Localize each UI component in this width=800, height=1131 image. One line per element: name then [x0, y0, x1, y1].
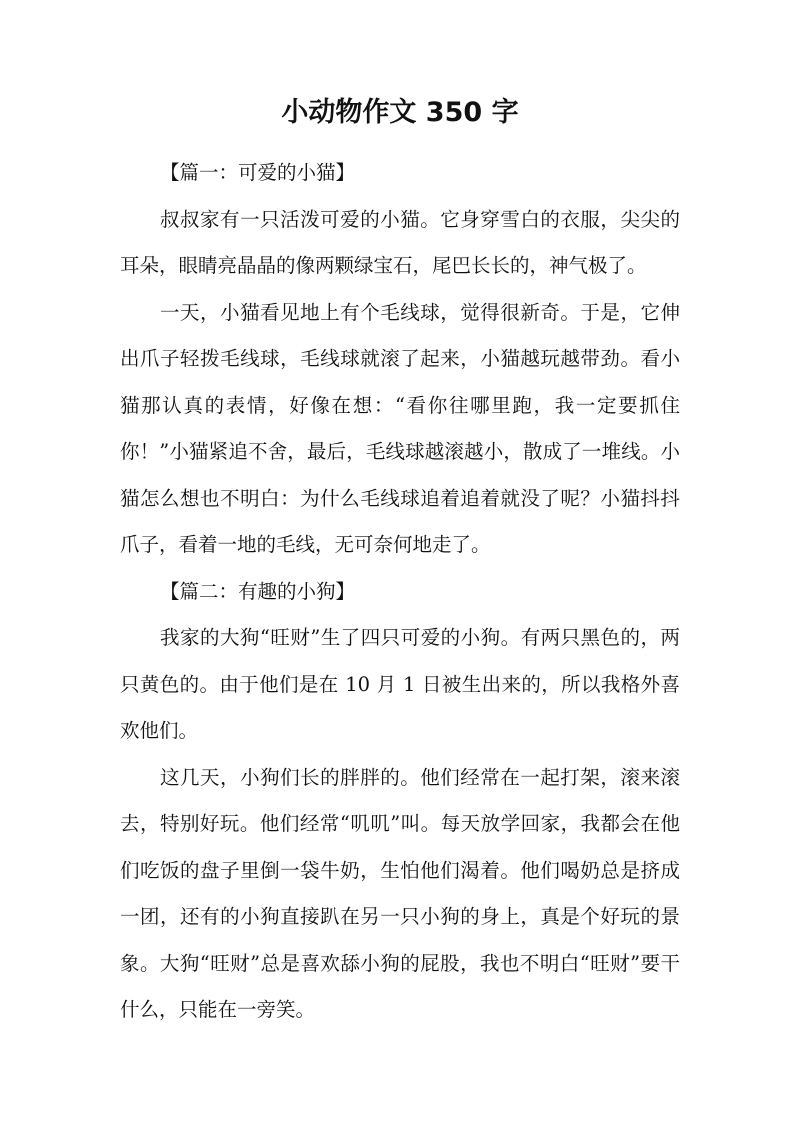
paragraph: 叔叔家有一只活泼可爱的小猫。它身穿雪白的衣服，尖尖的耳朵，眼睛亮晶晶的像两颗绿宝石，尾巴长长的，神气极了。	[120, 207, 680, 277]
essay-section-1	[120, 150, 680, 569]
section-heading: 【篇一：可爱的小猫】	[160, 161, 356, 184]
paragraph: 我家的大狗“旺财”生了四只可爱的小狗。有两只黑色的，两只黄色的。由于他们是在 10 月 1 日被生出来的，所以我格外喜欢他们。	[120, 626, 680, 742]
section-heading: 【篇二：有趣的小狗】	[160, 579, 356, 603]
paragraph: 一天，小猫看见地上有个毛线球，觉得很新奇。于是，它伸出爪子轻拨毛线球，毛线球就滚了起来，小猫越玩越带劲。看小猫那认真的表情，好像在想：“看你往哪里跑，我一定要抓住你！”小猫紧追不舍，最后，毛线球越滚越小，散成了一堆线。小猫怎么想也不明白：为什么毛线球追着追着就没了呢？小猫抖抖爪子，看着一地的毛线，无可奈何地走了。	[120, 300, 680, 556]
paragraph: 这几天，小狗们长的胖胖的。他们经常在一起打架，滚来滚去，特别好玩。他们经常“叽叽”叫。每天放学回家，我都会在他们吃饭的盘子里倒一袋牛奶，生怕他们渴着。他们喝奶总是挤成一团，还有的小狗直接趴在另一只小狗的身上，真是个好玩的景象。大狗“旺财”总是喜欢舔小狗的屁股，我也不明白“旺财”要干什么，只能在一旁笑。	[120, 765, 680, 1021]
essay-section-2	[120, 569, 680, 1034]
page-title: 小动物作文 350 字	[281, 97, 519, 128]
document-body	[120, 150, 680, 1034]
